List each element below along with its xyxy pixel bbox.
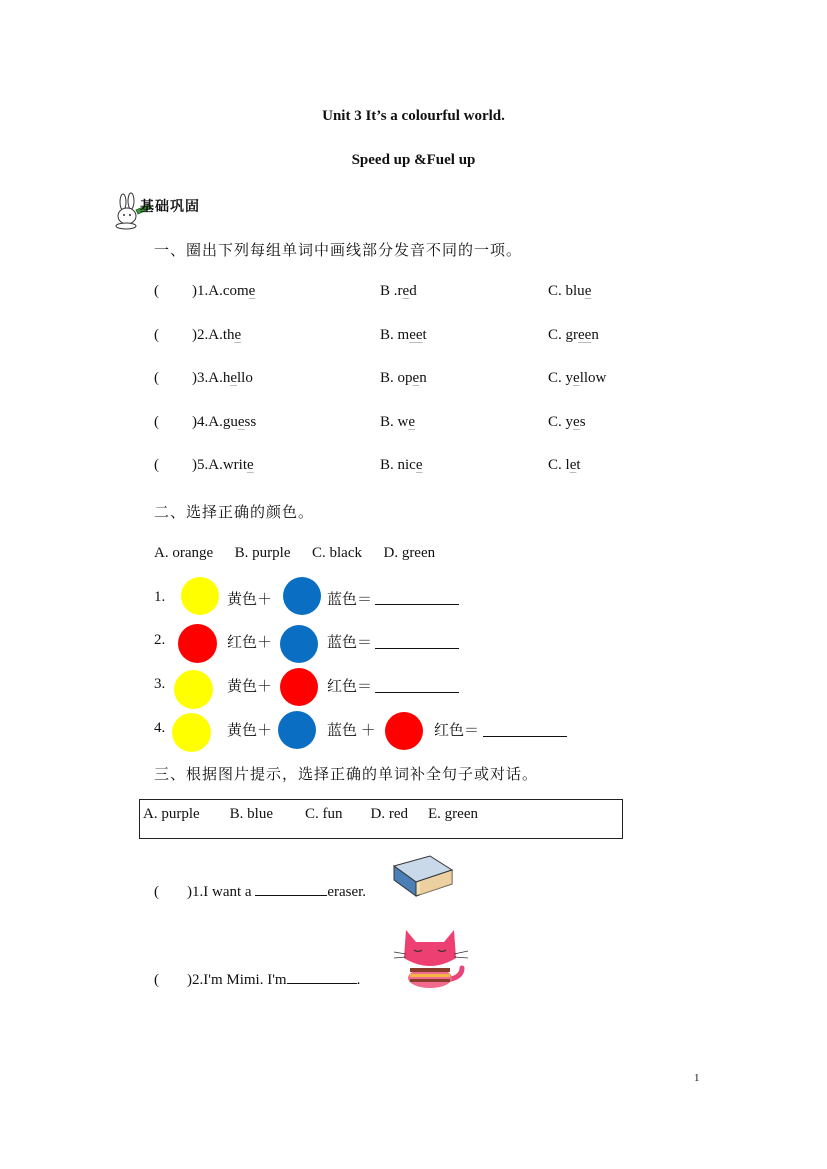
red-circle (385, 712, 423, 750)
mix-item-num: 4. (154, 720, 166, 736)
mix-label: 黄色＋ (227, 592, 273, 608)
answer-blank[interactable] (375, 678, 459, 693)
sentence-q2 (154, 969, 360, 989)
word-option: B. blue (229, 806, 273, 822)
option-d: D. green (383, 545, 436, 561)
yellow-circle (172, 713, 211, 752)
question-number: )2. (187, 972, 204, 988)
sentence-q1 (154, 881, 366, 901)
option-b: B. meet (380, 327, 427, 343)
word-option: C. fun (305, 806, 343, 822)
option-c: C. black (311, 545, 362, 561)
option-a: )4.A.guess (192, 414, 257, 430)
answer-paren[interactable]: ( (154, 283, 159, 299)
color-options (154, 545, 435, 562)
answer-blank[interactable] (483, 722, 567, 737)
page-subtitle: Speed up &Fuel up (351, 152, 476, 168)
mix-label: 蓝色＝ (327, 592, 373, 608)
answer-paren[interactable]: ( (154, 370, 159, 386)
option-c: C. blue (548, 283, 592, 299)
answer-paren[interactable]: ( (154, 457, 159, 473)
blue-circle (283, 577, 321, 615)
word-bank-box (139, 799, 623, 839)
sentence-text: I want a (203, 884, 256, 900)
answer-paren: ( (154, 884, 159, 900)
mix-item-num: 1. (154, 589, 166, 605)
option-a: )5.A.write (192, 457, 254, 473)
answer-blank[interactable] (375, 590, 459, 605)
yellow-circle (181, 577, 219, 615)
question-number: )1. (187, 884, 204, 900)
answer-paren[interactable]: ( (154, 414, 159, 430)
section1-heading: 一、圈出下列每组单词中画线部分发音不同的一项。 (154, 243, 523, 259)
sentence-text: eraser. (327, 884, 367, 900)
option-b: B .red (380, 283, 417, 299)
mix-label: 红色＋ (227, 635, 273, 651)
blue-circle (278, 711, 316, 749)
option-c: C. green (548, 327, 599, 343)
section3-heading: 三、根据图片提示，选择正确的单词补全句子或对话。 (154, 767, 539, 783)
option-c: C. yellow (548, 370, 607, 386)
section2-heading: 二、选择正确的颜色。 (154, 505, 315, 521)
mix-label: 黄色＋ (227, 723, 273, 739)
red-circle (280, 668, 318, 706)
answer-paren[interactable]: ( (154, 327, 159, 343)
eraser-icon (390, 852, 456, 900)
answer-blank[interactable] (375, 634, 459, 649)
red-circle (178, 624, 217, 663)
mix-label: 蓝色＝ (327, 635, 373, 651)
word-option: E. green (428, 806, 478, 822)
sentence-text: I'm Mimi. I'm (203, 972, 287, 988)
option-c: C. let (548, 457, 581, 473)
mix-label: 红色＝ (434, 723, 480, 739)
mix-label: 蓝色 ＋ (327, 723, 376, 739)
word-option: D. red (370, 806, 408, 822)
answer-paren: ( (154, 972, 159, 988)
answer-blank[interactable] (287, 969, 357, 984)
sentence-text: . (356, 972, 361, 988)
option-a: A. orange (154, 545, 214, 561)
option-a: )1.A.come (192, 283, 256, 299)
word-option: A. purple (143, 806, 200, 822)
option-b: B. nice (380, 457, 423, 473)
page-title: Unit 3 It’s a colourful world. (322, 108, 505, 124)
option-b: B. purple (234, 545, 291, 561)
option-a: )3.A.hello (192, 370, 253, 386)
mix-label: 红色＝ (327, 679, 373, 695)
mix-item-num: 2. (154, 632, 166, 648)
option-b: B. we (380, 414, 416, 430)
blue-circle (280, 625, 318, 663)
option-c: C. yes (548, 414, 586, 430)
mix-label: 黄色＋ (227, 679, 273, 695)
mix-item-num: 3. (154, 676, 166, 692)
answer-blank[interactable] (255, 881, 327, 896)
pink-cat-icon (392, 922, 472, 992)
option-b: B. open (380, 370, 427, 386)
yellow-circle (174, 670, 213, 709)
page-number: 1 (694, 1072, 700, 1084)
basics-label: 基础巩固 (140, 200, 200, 215)
option-a: )2.A.the (192, 327, 242, 343)
